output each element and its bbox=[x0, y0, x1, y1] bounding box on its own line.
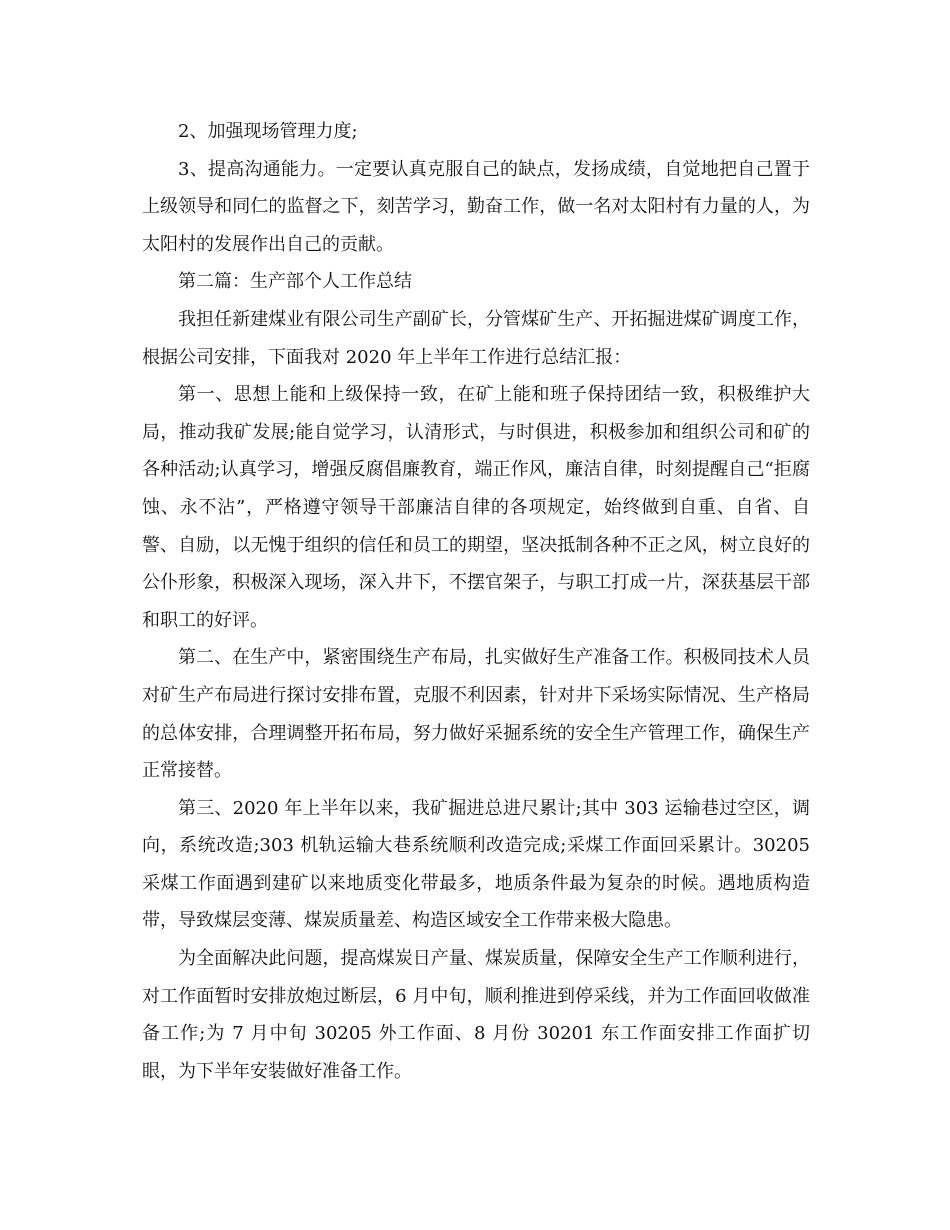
section-heading: 第二篇：生产部个人工作总结 bbox=[178, 271, 412, 293]
document-body bbox=[142, 113, 810, 1090]
paragraph-third: 第三、2020 年上半年以来，我矿掘进总进尺累计;其中 303 运输巷过空区，调向，系统改造;303 机轨运输大巷系统顺利改造完成;采煤工作面回采累计。30205 采煤工作面遇到建矿以来地质变化带最多，地质条件最为复杂的时候。遇地质构造带，导致煤层变薄、煤炭质量差、构造区域安全工作带来极大隐患。 bbox=[142, 797, 810, 932]
paragraph-item-3: 3、提高沟通能力。一定要认真克服自己的缺点，发扬成绩，自觉地把自己置于上级领导和同仁的监督之下，刻苦学习，勤奋工作，做一名对太阳村有力量的人，为太阳村的发展作出自己的贡献。 bbox=[142, 158, 810, 255]
paragraph-first: 第一、思想上能和上级保持一致，在矿上能和班子保持团结一致，积极维护大局，推动我矿发展;能自觉学习，认清形式，与时俱进，积极参加和组织公司和矿的各种活动;认真学习，增强反腐倡廉教育，端正作风，廉洁自律，时刻提醒自己“拒腐蚀、永不沾”，严格遵守领导干部廉洁自律的各项规定，始终做到自重、自省、自警、自励，以无愧于组织的信任和员工的期望，坚决抵制各种不正之风，树立良好的公仆形象，积极深入现场，深入井下，不摆官架子，与职工打成一片，深获基层干部和职工的好评。 bbox=[142, 384, 810, 631]
paragraph-item-2: 2、加强现场管理力度; bbox=[178, 121, 358, 142]
intro-paragraph: 我担任新建煤业有限公司生产副矿长，分管煤矿生产、开拓掘进煤矿调度工作，根据公司安排，下面我对 2020 年上半年工作进行总结汇报： bbox=[142, 308, 810, 368]
paragraph-second: 第二、在生产中，紧密围绕生产布局，扎实做好生产准备工作。积极同技术人员对矿生产布局进行探讨安排布置，克服不利因素，针对井下采场实际情况、生产格局的总体安排，合理调整开拓布局，努力做好采掘系统的安全生产管理工作，确保生产正常接替。 bbox=[142, 647, 810, 782]
paragraph-solution: 为全面解决此问题，提高煤炭日产量、煤炭质量，保障安全生产工作顺利进行，对工作面暂时安排放炮过断层，6 月中旬，顺利推进到停采线，并为工作面回收做准备工作;为 7 月中旬 30205 外工作面、8 月份 30201 东工作面安排工作面扩切眼，为下半年安装做好准备工作。 bbox=[142, 948, 810, 1082]
